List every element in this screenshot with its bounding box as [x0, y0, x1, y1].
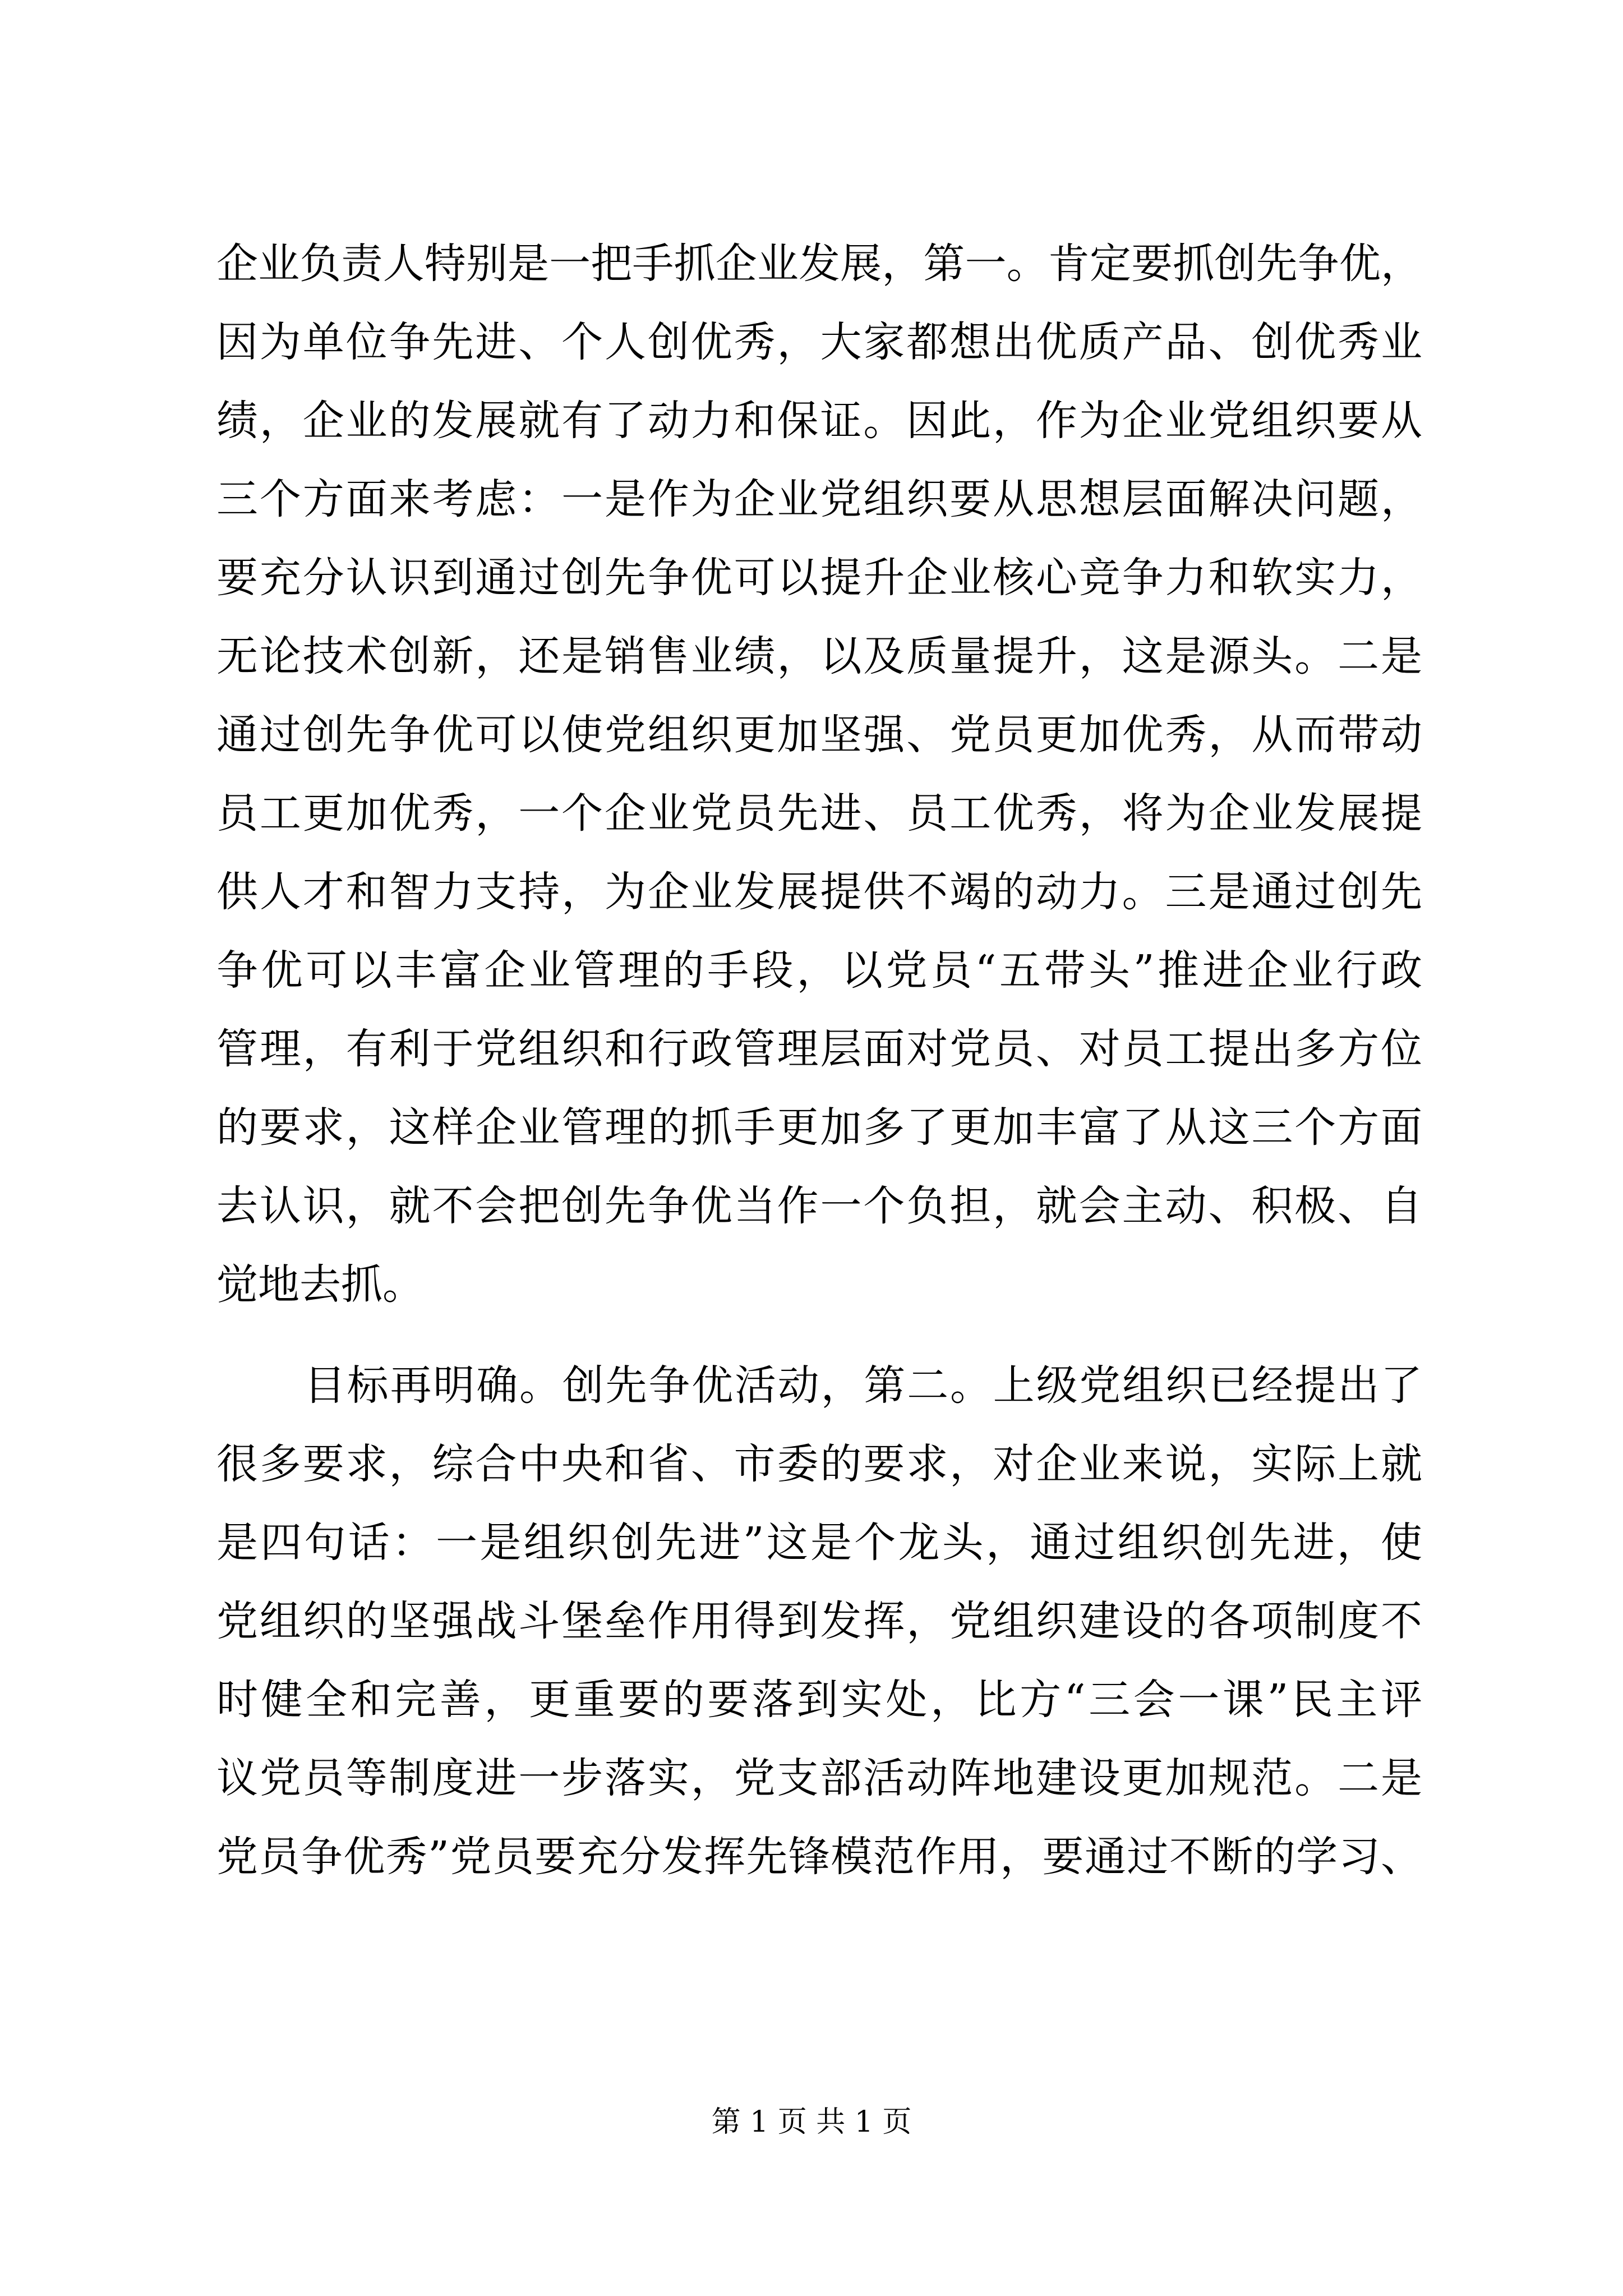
text-line: 党组织的坚强战斗堡垒作用得到发挥，党组织建设的各项制度不: [216, 1597, 1422, 1645]
text-line: 员工更加优秀，一个企业党员先进、员工优秀，将为企业发展提: [216, 789, 1422, 838]
text-line: 很多要求，综合中央和省、市委的要求，对企业来说，实际上就: [216, 1440, 1422, 1488]
text-line: 通过创先争优可以使党组织更加坚强、党员更加优秀，从而带动: [216, 711, 1422, 759]
text-line: 因为单位争先进、个人创优秀，大家都想出优质产品、创优秀业: [216, 318, 1422, 366]
text-line: 议党员等制度进一步落实，党支部活动阵地建设更加规范。二是: [216, 1754, 1422, 1802]
text-line: 绩，企业的发展就有了动力和保证。因此，作为企业党组织要从: [216, 397, 1422, 445]
text-line: 时健全和完善，更重要的要落到实处，比方“三会一课”民主评: [216, 1676, 1422, 1724]
text-line: 去认识，就不会把创先争优当作一个负担，就会主动、积极、自: [216, 1182, 1422, 1230]
text-line: 三个方面来考虑：一是作为企业党组织要从思想层面解决问题，: [216, 475, 1422, 523]
text-line: 争优可以丰富企业管理的手段，以党员“五带头”推进企业行政: [216, 946, 1422, 995]
text-line: 企业负责人特别是一把手抓企业发展，第一。肯定要抓创先争优，: [216, 240, 1422, 288]
text-line: 是四句话：一是组织创先进”这是个龙头，通过组织创先进，使: [216, 1519, 1422, 1567]
text-line: 目标再明确。创先争优活动，第二。上级党组织已经提出了: [304, 1361, 1422, 1410]
text-line: 觉地去抓。: [216, 1260, 424, 1309]
text-line: 党员争优秀”党员要充分发挥先锋模范作用，要通过不断的学习、: [216, 1833, 1422, 1881]
page-number-footer: 第 1 页 共 1 页: [711, 2105, 912, 2139]
text-line: 要充分认识到通过创先争优可以提升企业核心竞争力和软实力，: [216, 554, 1422, 602]
text-line: 供人才和智力支持，为企业发展提供不竭的动力。三是通过创先: [216, 868, 1422, 916]
text-line: 无论技术创新，还是销售业绩，以及质量提升，这是源头。二是: [216, 632, 1422, 680]
text-line: 管理，有利于党组织和行政管理层面对党员、对员工提出多方位: [216, 1025, 1422, 1073]
text-line: 的要求，这样企业管理的抓手更加多了更加丰富了从这三个方面: [216, 1103, 1422, 1152]
